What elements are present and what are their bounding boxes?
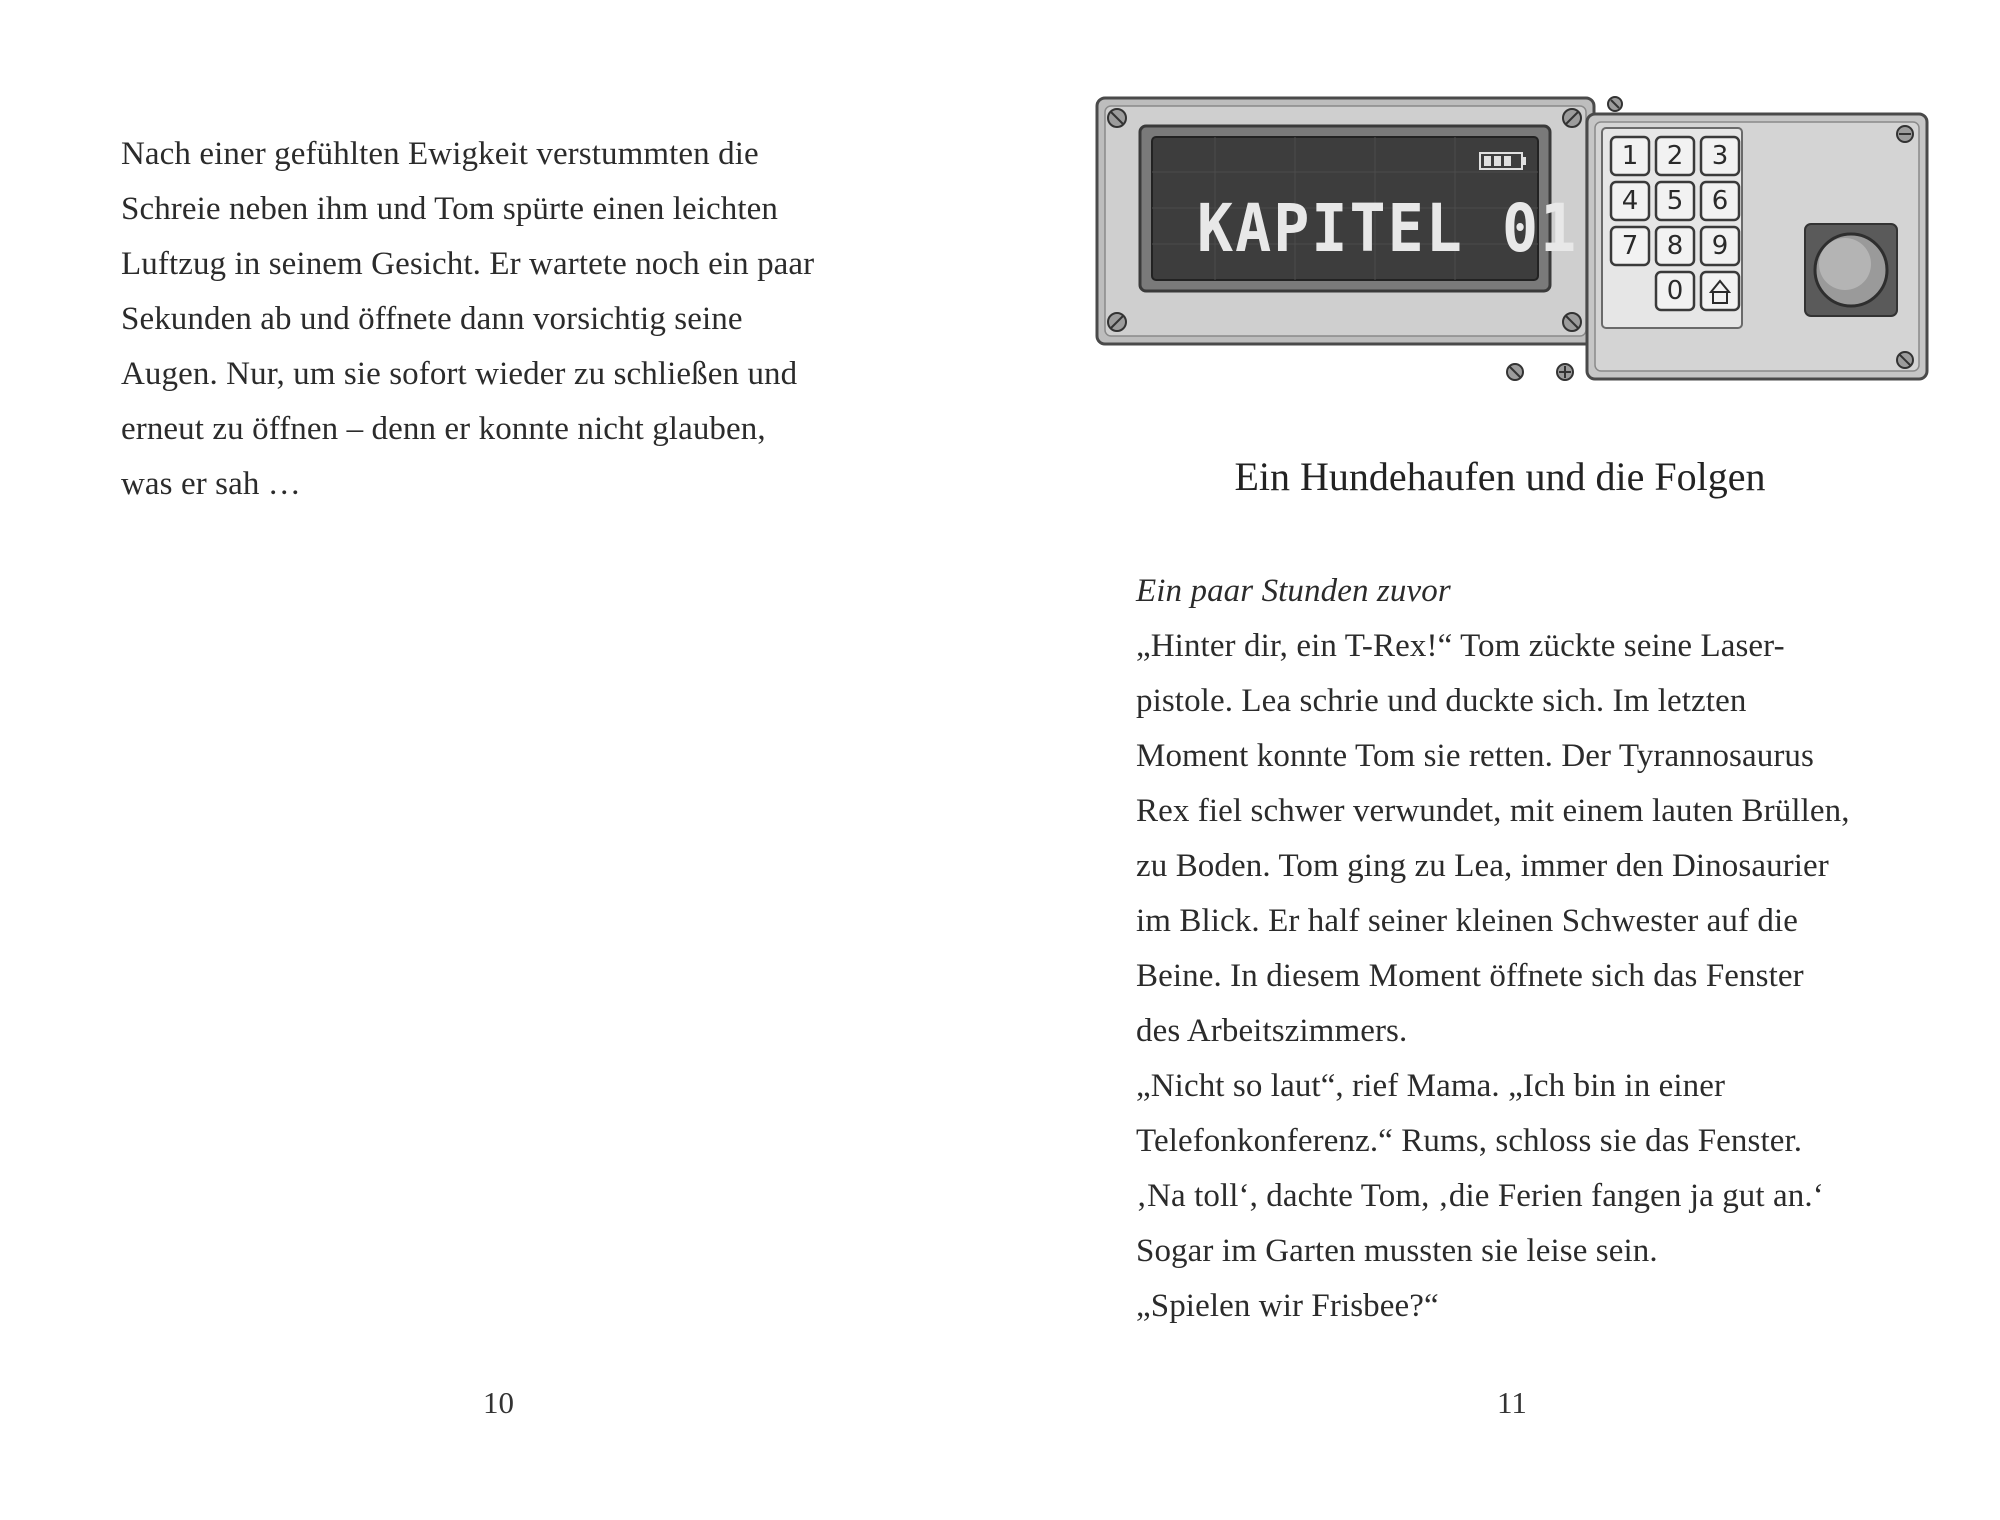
text-line: Beine. In diesem Moment öffnete sich das Fenster — [1136, 958, 1804, 994]
keypad-device-illustration — [1095, 82, 1935, 402]
text-line: Augen. Nur, um sie sofort wieder zu schließen und — [121, 356, 798, 392]
key-1: 1 — [1621, 141, 1639, 171]
left-paragraph — [121, 127, 814, 512]
text-line: erneut zu öffnen – denn er konnte nicht glauben, — [121, 411, 766, 447]
text-line: Telefonkonferenz.“ Rums, schloss sie das Fenster. — [1136, 1123, 1803, 1159]
key-7: 7 — [1621, 231, 1639, 261]
round-button-icon — [1805, 224, 1897, 316]
text-line: „Nicht so laut“, rief Mama. „Ich bin in einer — [1136, 1068, 1726, 1104]
right-body-text — [1136, 564, 1850, 1334]
text-line: pistole. Lea schrie und duckte sich. Im letzten — [1136, 683, 1747, 719]
key-9: 9 — [1711, 231, 1729, 261]
subtitle: Ein paar Stunden zuvor — [1136, 573, 1451, 609]
text-line: Sekunden ab und öffnete dann vorsichtig seine — [121, 301, 743, 337]
chapter-display-text: KAPITEL 01 — [1197, 190, 1579, 268]
text-line: Moment konnte Tom sie retten. Der Tyrannosaurus — [1136, 738, 1814, 774]
text-line: im Blick. Er half seiner kleinen Schwester auf die — [1136, 903, 1799, 939]
key-0: 0 — [1666, 276, 1684, 306]
text-line: des Arbeitszimmers. — [1136, 1013, 1408, 1049]
text-line: „Spielen wir Frisbee?“ — [1136, 1288, 1439, 1324]
key-8: 8 — [1666, 231, 1684, 261]
chapter-title: Ein Hundehaufen und die Folgen — [1234, 454, 1766, 499]
text-line: Nach einer gefühlten Ewigkeit verstummten die — [121, 136, 759, 172]
right-page — [1000, 0, 2000, 1520]
text-line: Rex fiel schwer verwundet, mit einem lauten Brüllen, — [1136, 793, 1850, 829]
text-line: was er sah … — [121, 466, 301, 502]
text-line: zu Boden. Tom ging zu Lea, immer den Dinosaurier — [1136, 848, 1829, 884]
text-line: Sogar im Garten mussten sie leise sein. — [1136, 1233, 1658, 1269]
page-number-right: 11 — [1497, 1385, 1527, 1420]
text-line: „Hinter dir, ein T-Rex!“ Tom zückte seine Laser- — [1136, 628, 1785, 664]
key-2: 2 — [1666, 141, 1684, 171]
text-line: Luftzug in seinem Gesicht. Er wartete noch ein paar — [121, 246, 815, 282]
text-line: Schreie neben ihm und Tom spürte einen leichten — [121, 191, 779, 227]
key-5: 5 — [1666, 186, 1684, 216]
text-line: ‚Na toll‘, dachte Tom, ‚die Ferien fangen ja gut an.‘ — [1136, 1178, 1824, 1214]
key-4: 4 — [1621, 186, 1639, 216]
key-3: 3 — [1711, 141, 1729, 171]
page-number-left: 10 — [483, 1385, 514, 1420]
key-6: 6 — [1711, 186, 1729, 216]
